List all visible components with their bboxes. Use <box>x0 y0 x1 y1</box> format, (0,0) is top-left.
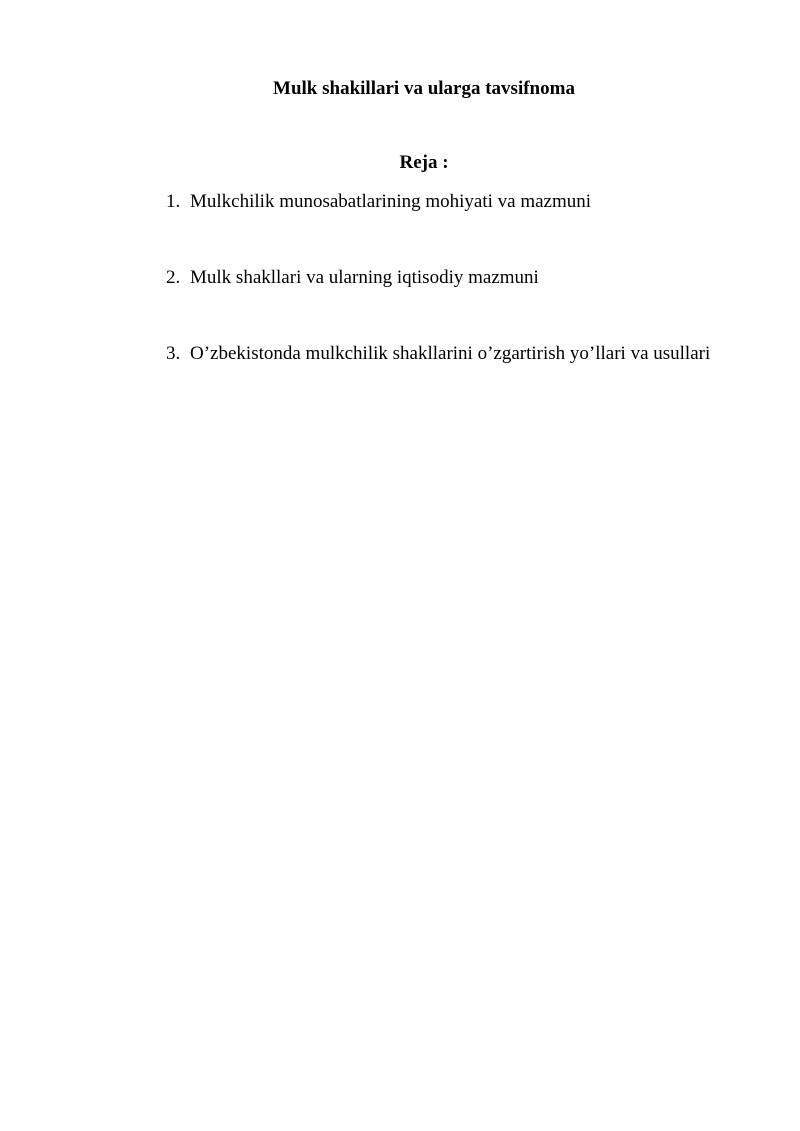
plan-item-number: 3. <box>166 343 181 364</box>
plan-item-1 <box>166 187 726 217</box>
plan-item-text: Mulk shakllari va ularning iqtisodiy mazmuni <box>190 267 539 288</box>
plan-item-text: Mulkchilik munosabatlarining mohiyati va mazmuni <box>190 191 592 212</box>
plan-item-2 <box>166 263 726 293</box>
plan-item-3 <box>166 339 726 369</box>
document-title: Mulk shakillari va ularga tavsifnoma <box>273 78 575 99</box>
plan-heading: Reja : <box>399 152 449 173</box>
plan-item-text: O’zbekistonda mulkchilik shakllarini o’zgartirish yo’llari va usullari <box>190 343 711 364</box>
plan-item-number: 1. <box>166 191 181 212</box>
plan-item-number: 2. <box>166 267 181 288</box>
plan-list <box>166 187 726 369</box>
